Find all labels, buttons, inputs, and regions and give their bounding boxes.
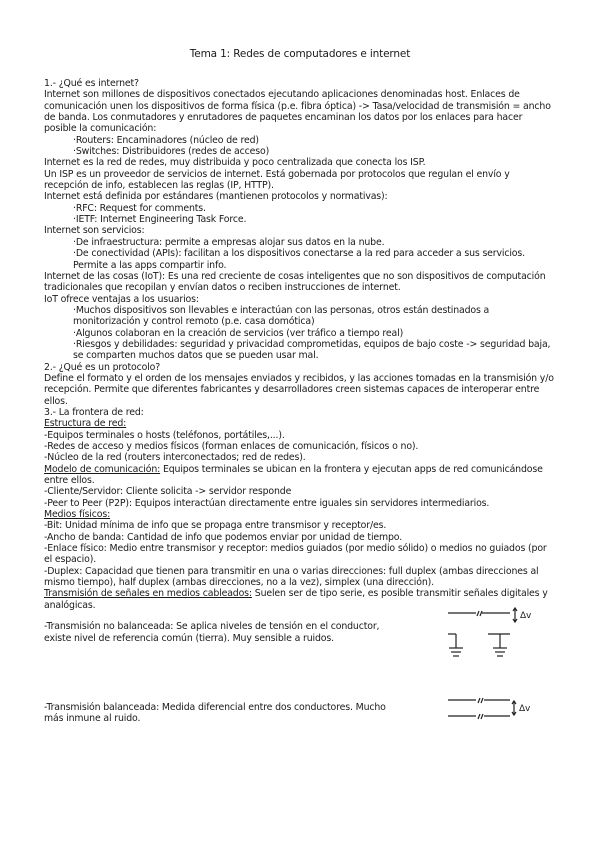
list-item: ·RFC: Request for comments. xyxy=(73,202,206,214)
list-item: ·Riesgos y debilidades: seguridad y privacidad comprometidas, equipos de bajo coste -> seguridad baja, se comparten muchos datos que se pueden usar mal. xyxy=(73,338,551,362)
list-item: -Bit: Unidad mínima de info que se propaga entre transmisor y receptor/es. xyxy=(44,520,387,532)
balanced-transmission-diagram xyxy=(444,692,544,732)
paragraph: Internet son millones de dispositivos conectados ejecutando aplicaciones denominadas host. Enlaces de comunicación unen los dispositivos de forma física (p.e. fibra óptica) -> Tasa/velocidad de transmisión = ancho de banda. Los conmutadores y enrutadores de paquetes encaminan los datos por los enlaces para hacer posible la comunicación: xyxy=(44,89,551,135)
paragraph-balanceada: -Transmisión balanceada: Medida diferencial entre dos conductores. Mucho más inmune al ruido. xyxy=(44,701,386,725)
list-item: -Cliente/Servidor: Cliente solicita -> servidor responde xyxy=(44,486,292,498)
list-item: -Peer to Peer (P2P): Equipos interactúan directamente entre iguales sin servidores intermediarios. xyxy=(44,497,490,509)
section-2-heading: 2.- ¿Qué es un protocolo? xyxy=(44,361,161,373)
paragraph xyxy=(44,464,556,487)
paragraph: Internet son servicios: xyxy=(44,225,145,237)
list-item: -Enlace físico: Medio entre transmisor y receptor: medios guiados (por medio sólido) o medios no guiados (por el espacio). xyxy=(44,543,547,566)
page-title: Tema 1: Redes de computadores e internet xyxy=(189,48,411,60)
paragraph: IoT ofrece ventajas a los usuarios: xyxy=(44,293,199,305)
list-item: -Duplex: Capacidad que tienen para transmitir en una o varias direcciones: full duplex (ambas direcciones al mismo tiempo), half duplex (ambas direcciones, no a la vez), simplex (una dirección). xyxy=(44,565,539,589)
paragraph: Internet de las cosas (IoT): Es una red creciente de cosas inteligentes que no son dispositivos de computación tradicionales que recopilan y envían datos o reciben instrucciones de internet. xyxy=(44,270,546,294)
modelo-text: Equipos terminales se ubican en la frontera y ejecutan apps de red comunicándose entre ellos. xyxy=(44,463,543,487)
subheading-estructura: Estructura de red: xyxy=(44,418,127,430)
section-3-heading: 3.- La frontera de red: xyxy=(44,406,144,418)
unbalanced-transmission-diagram xyxy=(444,604,544,664)
delta-v-label: Δv xyxy=(519,703,531,714)
transmision-text: Suelen ser de tipo serie, es posible transmitir señales digitales y analógicas. xyxy=(44,588,548,611)
list-item: ·Algunos colaboran en la creación de servicios (ver tráfico a tiempo real) xyxy=(73,327,404,339)
list-item: -Redes de acceso y medios físicos (forman enlaces de comunicación, físicos o no). xyxy=(44,441,419,452)
delta-v-label: Δv xyxy=(520,611,532,622)
list-item: ·De infraestructura: permite a empresas alojar sus datos en la nube. xyxy=(73,236,385,248)
list-item: ·IETF: Internet Engineering Task Force. xyxy=(73,214,247,226)
paragraph: Define el formato y el orden de los mensajes enviados y recibidos, y las acciones tomadas en la transmisión y/o recepción. Permite que diferentes fabricantes y desarrolladores creen sistemas capaces de interoperar entre ellos. xyxy=(44,372,554,407)
list-item: -Equipos terminales o hosts (teléfonos, portátiles,...). xyxy=(44,429,285,441)
subheading-transmision: Transmisión de señales en medios cableados: xyxy=(44,588,252,600)
paragraph-no-balanceada: -Transmisión no balanceada: Se aplica niveles de tensión en el conductor, existe nivel de referencia común (tierra). Muy sensible a ruidos. xyxy=(44,621,380,644)
list-item: ·Muchos dispositivos son llevables e interactúan con las personas, otros están destinados a monitorización y control remoto (p.e. casa domótica) xyxy=(73,304,490,328)
section-1-heading: 1.- ¿Qué es internet? xyxy=(44,78,139,89)
paragraph: Internet es la red de redes, muy distribuida y poco centralizada que conecta los ISP. xyxy=(44,157,426,169)
paragraph: Un ISP es un proveedor de servicios de internet. Está gobernada por protocolos que regulan el envío y recepción de info, establecen las reglas (IP, HTTP). xyxy=(44,168,510,192)
list-item: -Núcleo de la red (routers interconectados; red de redes). xyxy=(44,452,306,464)
document-body xyxy=(44,78,556,725)
list-item: ·Routers: Encaminadores (núcleo de red) xyxy=(73,134,259,146)
subheading-medios: Medios físicos: xyxy=(44,509,111,521)
list-item: ·Switches: Distribuidores (redes de acceso) xyxy=(73,146,270,158)
list-item: ·De conectividad (APIs): facilitan a los dispositivos conectarse a la red para acceder a sus servicios. Permite a las apps compartir info. xyxy=(73,248,525,271)
subheading-modelo: Modelo de comunicación: xyxy=(44,463,161,475)
list-item: -Ancho de banda: Cantidad de info que podemos enviar por unidad de tiempo. xyxy=(44,531,403,543)
paragraph: Internet está definida por estándares (mantienen protocolos y normativas): xyxy=(44,191,388,203)
